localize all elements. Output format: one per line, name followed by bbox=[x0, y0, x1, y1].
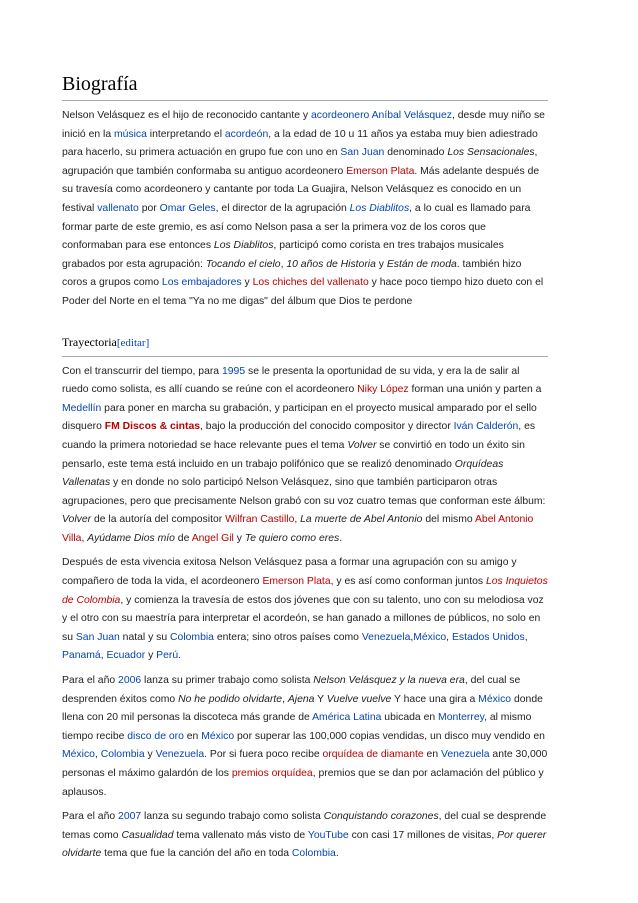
inline-link[interactable]: Perú bbox=[156, 650, 179, 662]
inline-link[interactable]: 2007 bbox=[118, 811, 142, 823]
inline-link[interactable]: acordeón bbox=[224, 128, 269, 140]
inline-link[interactable]: orquídea de diamante bbox=[322, 749, 424, 761]
text-run: Nelson Velásquez es el hijo de reconocido cantante y bbox=[62, 110, 311, 121]
text-run: , bbox=[524, 631, 528, 643]
text-run: , del cual se desprenden éxitos como bbox=[62, 675, 521, 705]
inline-link[interactable]: premios orquídea bbox=[231, 768, 313, 779]
inline-link[interactable]: acordeonero Aníbal Velásquez bbox=[310, 110, 452, 121]
text-run: Para el año bbox=[62, 675, 119, 687]
inline-link[interactable]: Iván Calderón bbox=[453, 421, 519, 433]
italic-text: Volver bbox=[62, 514, 92, 526]
italic-text: Volver bbox=[347, 439, 377, 451]
inline-link[interactable]: 2006 bbox=[118, 675, 142, 687]
inline-link[interactable]: Panamá bbox=[62, 650, 101, 662]
inline-link[interactable]: Venezuela bbox=[441, 749, 490, 761]
text-run: , bbox=[94, 749, 101, 761]
italic-text: La muerte de Abel Antonio bbox=[300, 514, 423, 526]
text-run: . bbox=[335, 848, 339, 860]
text-run: . también hizo coros a grupos como bbox=[62, 258, 522, 289]
text-run: , el director de la agrupación bbox=[215, 202, 350, 214]
text-run: con casi 17 millones de visitas, bbox=[348, 829, 498, 841]
inline-link[interactable]: Emerson Plata bbox=[346, 165, 415, 177]
section-title: Trayectoria bbox=[62, 334, 117, 349]
text-run: forman una unión y parten a bbox=[408, 384, 542, 396]
inline-link[interactable]: Niky López bbox=[357, 384, 409, 396]
inline-link[interactable]: Emerson Plata bbox=[262, 576, 331, 588]
text-run: natal y su bbox=[119, 631, 171, 643]
text-run: lanza su primer trabajo como solista bbox=[141, 675, 314, 687]
text-run: . bbox=[339, 532, 343, 544]
section-paragraph bbox=[62, 554, 548, 666]
text-run: , bbox=[410, 631, 414, 643]
text-run: , bbox=[280, 258, 287, 270]
text-run: y bbox=[145, 650, 157, 662]
text-run: , y comienza la travesía de estos dos jóvenes que con su talento, uno con su melodiosa voz y el otro con su maestría para interpretar el acordeón, se han ganado a millones de públicos, no solo en su bbox=[62, 594, 544, 643]
inline-link[interactable]: disco de oro bbox=[127, 730, 184, 742]
text-run: . bbox=[178, 650, 182, 662]
text-run: ante 30,000 personas el máximo galardón de los bbox=[62, 749, 548, 779]
inline-link[interactable]: Venezuela bbox=[361, 631, 411, 643]
italic-text: Los Diablitos bbox=[213, 240, 274, 252]
inline-link[interactable]: México bbox=[478, 693, 512, 705]
inline-link[interactable]: 1995 bbox=[221, 365, 246, 377]
inline-link[interactable]: México bbox=[62, 749, 95, 761]
inline-link[interactable]: Estados Unidos bbox=[451, 631, 525, 643]
italic-text: Orquídeas Vallenatas bbox=[62, 458, 504, 489]
text-run: y bbox=[241, 277, 253, 289]
italic-text: Ayúdame Dios mío bbox=[87, 532, 175, 544]
italic-text: Nelson Velásquez y la nueva era bbox=[313, 675, 465, 687]
text-run: interpretando el bbox=[146, 128, 225, 140]
section-body bbox=[62, 363, 548, 864]
text-run: y en donde no solo participó Nelson Velásquez, sino que también participaron otras agrupaciones, pero que precisamente Nelson grabó con su voz cuatro temas que conforman este álbum: bbox=[62, 477, 546, 507]
text-run: , bbox=[294, 514, 301, 526]
inline-link[interactable]: América Latina bbox=[312, 712, 382, 724]
text-run: ubicada en bbox=[381, 712, 439, 724]
inline-link[interactable]: FM Discos & cintas bbox=[104, 421, 201, 433]
text-run: se convirtió en todo un éxito sin pensarlo, este tema está incluido en un trabajo polifónico que se realizó denominado bbox=[62, 439, 525, 470]
inline-link[interactable]: Los Diablitos bbox=[349, 202, 410, 214]
text-run: , bbox=[81, 532, 88, 544]
text-run: , premios que se dan por aclamación del público y aplausos. bbox=[62, 768, 544, 798]
section-paragraph bbox=[62, 672, 548, 802]
text-run: , a la edad de 10 u 11 años ya estaba muy bien adiestrado para hacerlo, su primera actuación en grupo fue con uno en bbox=[62, 128, 538, 159]
text-run: de la autoría del compositor bbox=[91, 514, 226, 526]
text-run: por superar las 100,000 copias vendidas, un disco muy vendido en bbox=[234, 730, 545, 742]
italic-text: Tocando el cielo bbox=[205, 258, 281, 270]
section-paragraph bbox=[62, 808, 548, 864]
text-run: tema vallenato más visto de bbox=[173, 829, 308, 841]
inline-link[interactable]: Los embajadores bbox=[161, 277, 242, 289]
italic-text: Ajena bbox=[287, 693, 315, 705]
article bbox=[62, 60, 548, 870]
text-run: donde llena con 20 mil personas la discoteca más grande de bbox=[62, 693, 543, 724]
text-run: , bbox=[446, 631, 452, 643]
italic-text: No he podido olvidarte bbox=[178, 693, 283, 705]
inline-link[interactable]: México bbox=[413, 631, 447, 643]
text-run: tema que fue la canción del año en toda bbox=[101, 848, 292, 860]
inline-link[interactable]: San Juan bbox=[340, 147, 385, 159]
text-run: en bbox=[423, 749, 441, 761]
inline-link[interactable]: vallenato bbox=[97, 202, 139, 214]
text-run: Y bbox=[314, 693, 327, 705]
text-run: de bbox=[174, 532, 192, 544]
inline-link[interactable]: México bbox=[201, 730, 235, 742]
text-run: y bbox=[144, 749, 156, 761]
section-heading-trayectoria bbox=[62, 334, 548, 357]
text-run: del mismo bbox=[422, 514, 475, 526]
text-run: , a lo cual es llamado para formar parte de este gremio, es así como Nelson pasa a ser la primera voz de los coros que conformaban para ese entonces bbox=[62, 202, 531, 252]
text-run: y bbox=[233, 532, 245, 544]
text-run: , bbox=[282, 693, 288, 705]
text-run: denominado bbox=[384, 147, 448, 159]
inline-link[interactable]: música bbox=[113, 128, 147, 140]
italic-text: Vuelve vuelve bbox=[326, 693, 392, 705]
text-run: , agrupación que también conformaba su antiguo acordeonero bbox=[62, 147, 538, 177]
inline-link[interactable]: Venezuela bbox=[155, 749, 205, 761]
text-run: entera; sino otros países como bbox=[213, 631, 362, 643]
text-run: por bbox=[138, 202, 160, 214]
inline-link[interactable]: Colombia bbox=[291, 848, 336, 860]
text-run: lanza su segundo trabajo como solista bbox=[141, 811, 324, 823]
italic-text: Conquistando corazones bbox=[323, 811, 439, 823]
inline-link[interactable]: Colombia bbox=[100, 749, 145, 761]
inline-link[interactable]: San Juan bbox=[75, 631, 120, 643]
text-run: . Más adelante después de su travesía como acordeonero y cantante por toda La Guajira, Nelson Velásquez es conocido en un festival bbox=[62, 165, 540, 214]
inline-link[interactable]: Omar Geles bbox=[159, 202, 216, 214]
inline-link[interactable]: Medellín bbox=[62, 402, 102, 414]
text-run: se le presenta la oportunidad de su vida, y era la de salir al ruedo como solista, es allí cuando se reúne con el acordeonero bbox=[62, 365, 520, 396]
text-run: , al mismo tiempo recibe bbox=[62, 712, 532, 742]
text-run: Con el transcurrir del tiempo, para bbox=[62, 365, 222, 377]
inline-link[interactable]: Ecuador bbox=[106, 650, 146, 662]
text-run: y hace poco tiempo hizo dueto con el Poder del Norte en el tema "Ya no me digas" del álbum que Dios te perdone bbox=[62, 277, 544, 307]
text-run: , y es así como conforman juntos bbox=[330, 576, 486, 588]
text-run: , desde muy niño se inició en la bbox=[62, 110, 545, 140]
text-run: , bajo la producción del conocido compositor y director bbox=[200, 421, 454, 433]
text-run: Para el año bbox=[62, 811, 119, 823]
inline-link[interactable]: Abel Antonio Villa bbox=[62, 514, 534, 544]
italic-text: 10 años de Historia bbox=[286, 258, 376, 270]
italic-text: Están de moda bbox=[386, 258, 457, 270]
section-paragraph bbox=[62, 363, 548, 549]
biography-paragraph bbox=[62, 107, 548, 312]
edit-section-link[interactable]: [editar] bbox=[116, 336, 150, 349]
text-run: para poner en marcha su grabación, y participan en el proyecto musical amparado por el sello disquero bbox=[62, 402, 537, 433]
text-run: , bbox=[100, 650, 107, 662]
inline-link[interactable]: Colombia bbox=[170, 631, 214, 643]
italic-text: Los Sensacionales bbox=[447, 147, 535, 159]
italic-text: Te quiero como eres bbox=[244, 532, 340, 544]
italic-text: Casualidad bbox=[121, 829, 174, 841]
inline-link[interactable]: Wilfran Castillo bbox=[225, 514, 295, 526]
inline-link[interactable]: YouTube bbox=[307, 829, 349, 841]
text-run: . Por si fuera poco recibe bbox=[204, 749, 323, 761]
inline-link[interactable]: Los Inquietos de Colombia bbox=[62, 576, 548, 606]
text-run: en bbox=[183, 730, 202, 742]
text-run: , participó como corista en tres trabajos musicales grabados por esta agrupación: bbox=[62, 240, 504, 270]
text-run: Después de esta vivencia exitosa Nelson Velásquez pasa a formar una agrupación con su amigo y compañero de toda la vida, el acordeonero bbox=[62, 557, 517, 588]
inline-link[interactable]: Monterrey bbox=[438, 712, 485, 724]
inline-link[interactable]: Los chiches del vallenato bbox=[252, 277, 369, 289]
text-run: , es cuando la primera notoriedad se hace relevante pues el tema bbox=[62, 421, 536, 451]
page-title: Biografía bbox=[62, 72, 548, 101]
text-run: Y hace una gira a bbox=[391, 693, 479, 705]
italic-text: Por querer olvidarte bbox=[62, 829, 547, 860]
text-run: , del cual se desprende temas como bbox=[62, 811, 547, 841]
inline-link[interactable]: Angel Gil bbox=[191, 532, 234, 544]
text-run: y bbox=[375, 258, 387, 270]
